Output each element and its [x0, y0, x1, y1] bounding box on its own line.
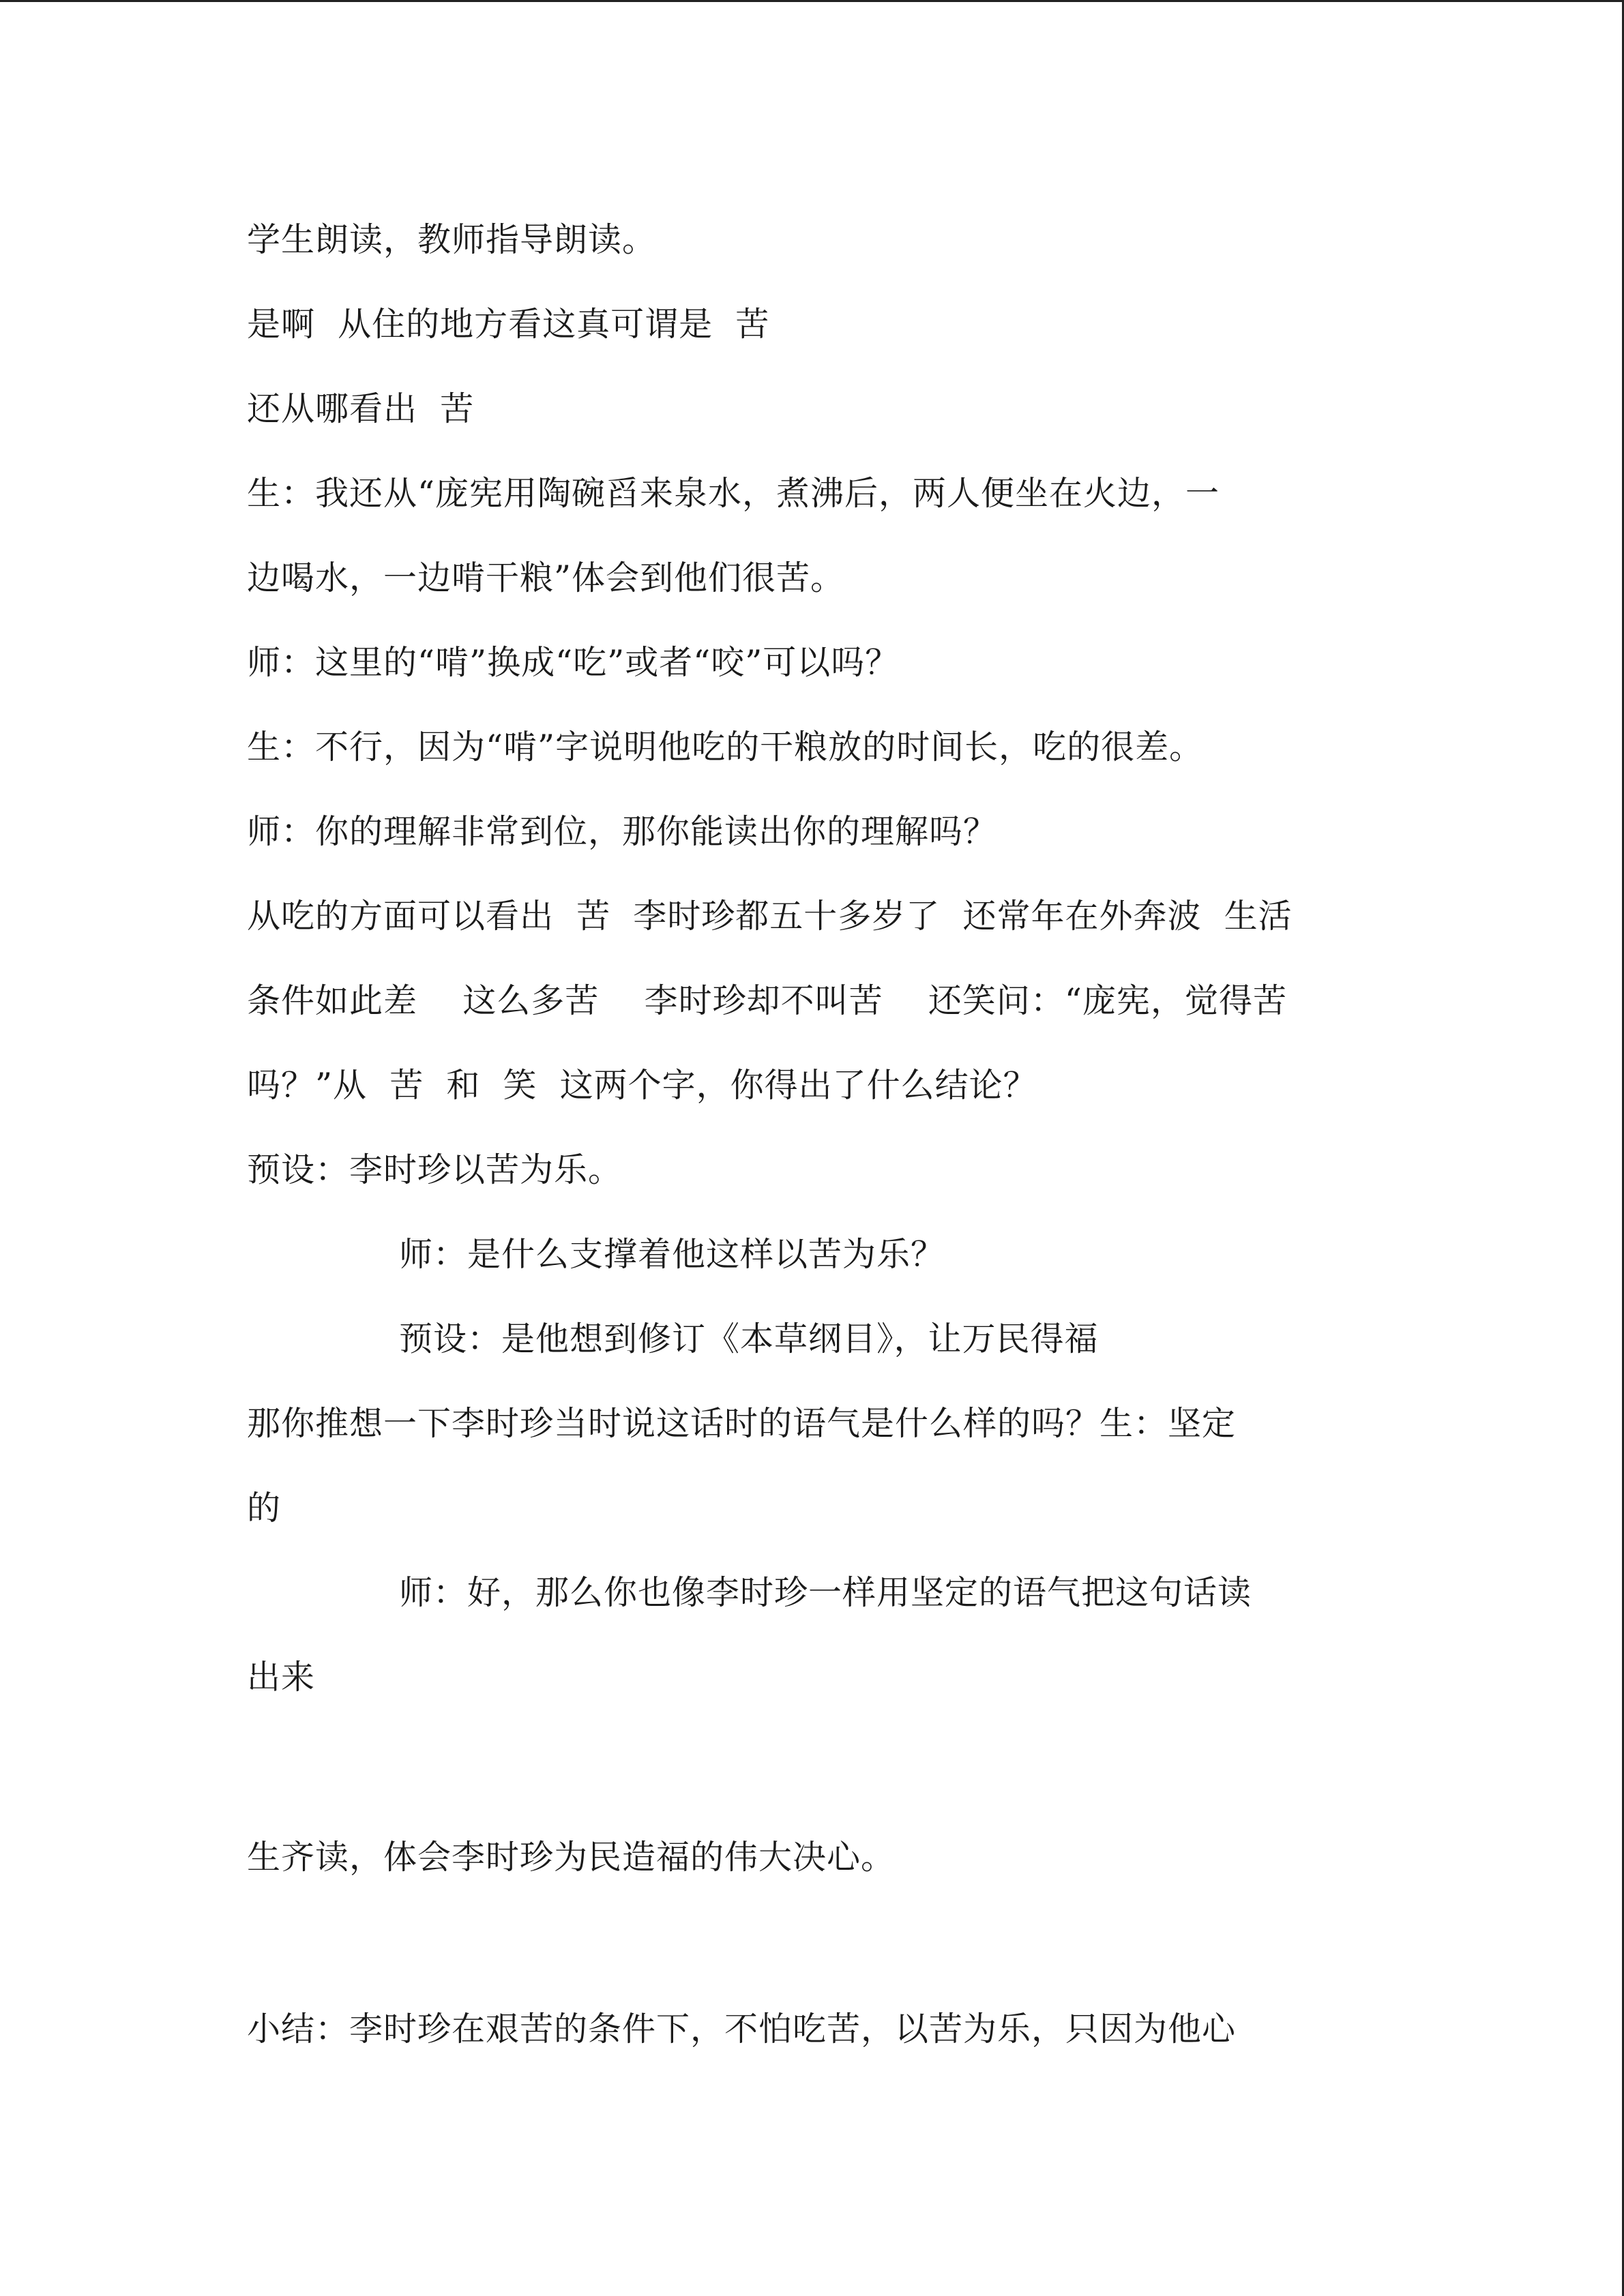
text-line: 条件如此差 这么多苦 李时珍却不叫苦 还笑问：“庞宪，觉得苦: [247, 981, 1287, 1020]
top-border: [0, 0, 1624, 2]
text-line: 学生朗读，教师指导朗读。: [247, 220, 657, 259]
text-line: 师：是什么支撑着他这样以苦为乐？: [399, 1235, 945, 1274]
text-line: 生：不行，因为“啃”字说明他吃的干粮放的时间长，吃的很差。: [247, 728, 1204, 766]
text-line: 那你推想一下李时珍当时说这话时的语气是什么样的吗？生：坚定: [247, 1404, 1237, 1443]
text-line: 从吃的方面可以看出 苦 李时珍都五十多岁了 还常年在外奔波 生活: [247, 897, 1293, 936]
text-line: 小结：李时珍在艰苦的条件下，不怕吃苦，以苦为乐，只因为他心: [247, 2010, 1237, 2048]
text-line: 师：你的理解非常到位，那你能读出你的理解吗？: [247, 812, 998, 851]
text-line: 是啊 从住的地方看这真可谓是 苦: [247, 305, 770, 344]
text-line: 还从哪看出 苦: [247, 389, 475, 428]
text-line: 边喝水，一边啃干粮”体会到他们很苦。: [247, 558, 845, 597]
text-line: 生齐读，体会李时珍为民造福的伟大决心。: [247, 1838, 896, 1877]
text-line: 师：这里的“啃”换成“吃”或者“咬”可以吗？: [247, 643, 900, 682]
text-line: 出来: [247, 1658, 316, 1697]
text-line: 师：好，那么你也像李时珍一样用坚定的语气把这句话读: [399, 1573, 1252, 1612]
text-line: 的: [247, 1489, 282, 1527]
text-line: 生：我还从“庞宪用陶碗舀来泉水，煮沸后，两人便坐在火边，一: [247, 474, 1220, 513]
text-line: 预设：是他想到修订《本草纲目》，让万民得福: [399, 1320, 1099, 1358]
text-line: 预设：李时珍以苦为乐。: [247, 1150, 623, 1189]
text-line: 吗？”从 苦 和 笑 这两个字，你得出了什么结论？: [247, 1066, 1037, 1105]
